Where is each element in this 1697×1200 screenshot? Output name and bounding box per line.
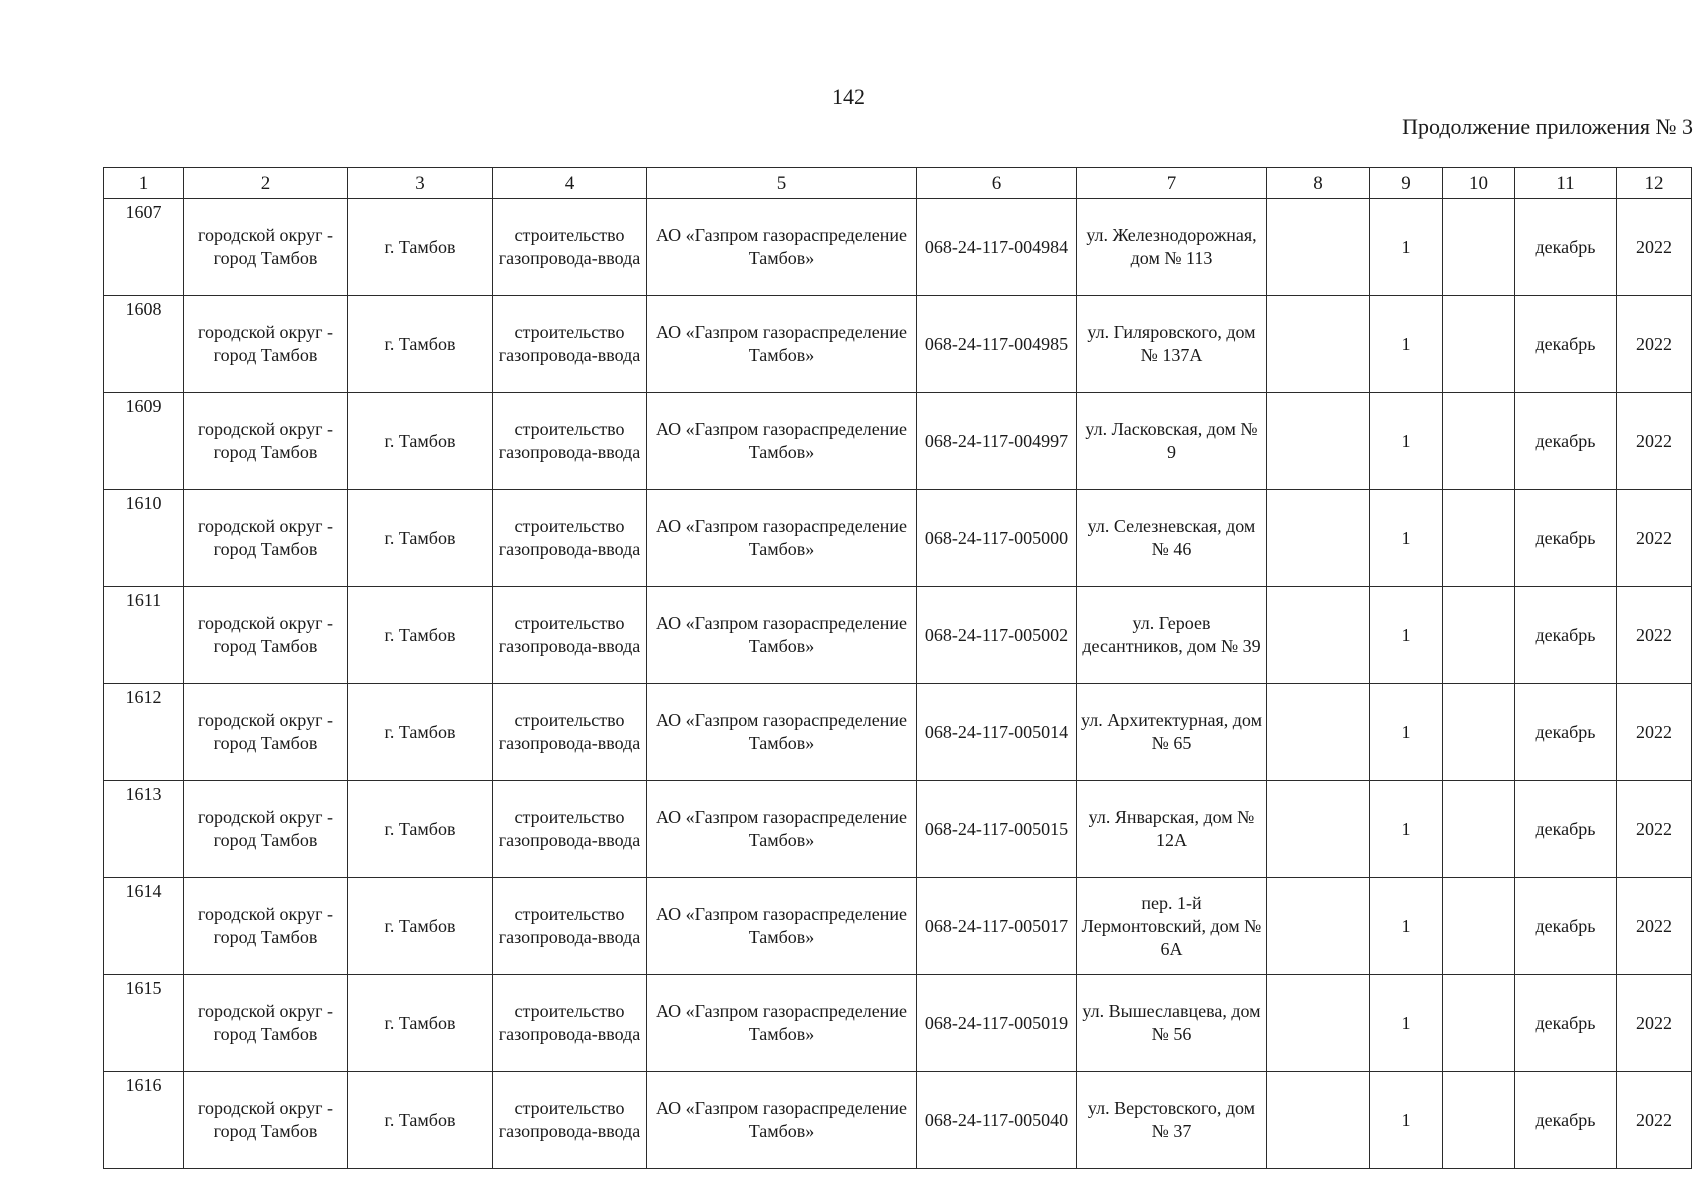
column-10-cell	[1443, 878, 1515, 975]
locality-cell: г. Тамбов	[348, 393, 493, 490]
district-cell: городской округ - город Тамбов	[184, 781, 348, 878]
column-8-cell	[1267, 781, 1370, 878]
quantity-cell: 1	[1370, 587, 1443, 684]
locality-cell: г. Тамбов	[348, 587, 493, 684]
locality-cell: г. Тамбов	[348, 878, 493, 975]
year-cell: 2022	[1617, 490, 1692, 587]
district-cell: городской округ - город Тамбов	[184, 393, 348, 490]
work-type-cell: строительство газопровода-ввода	[493, 490, 647, 587]
column-8-cell	[1267, 684, 1370, 781]
column-8-cell	[1267, 878, 1370, 975]
address-cell: ул. Январская, дом № 12А	[1077, 781, 1267, 878]
month-cell: декабрь	[1515, 587, 1617, 684]
table-row	[104, 296, 1692, 393]
month-cell: декабрь	[1515, 296, 1617, 393]
row-number-cell: 1616	[104, 1072, 184, 1169]
organization-cell: АО «Газпром газораспределение Тамбов»	[647, 975, 917, 1072]
column-8-cell	[1267, 296, 1370, 393]
organization-cell: АО «Газпром газораспределение Тамбов»	[647, 878, 917, 975]
year-cell: 2022	[1617, 587, 1692, 684]
address-cell: ул. Героев десантников, дом № 39	[1077, 587, 1267, 684]
year-cell: 2022	[1617, 975, 1692, 1072]
column-10-cell	[1443, 199, 1515, 296]
month-cell: декабрь	[1515, 684, 1617, 781]
table-row	[104, 587, 1692, 684]
year-cell: 2022	[1617, 199, 1692, 296]
row-number-cell: 1615	[104, 975, 184, 1072]
column-8-cell	[1267, 393, 1370, 490]
locality-cell: г. Тамбов	[348, 781, 493, 878]
row-number-cell: 1613	[104, 781, 184, 878]
object-code-cell: 068-24-117-004997	[917, 393, 1077, 490]
column-header: 9	[1370, 168, 1443, 199]
column-header: 10	[1443, 168, 1515, 199]
column-header: 4	[493, 168, 647, 199]
object-code-cell: 068-24-117-005017	[917, 878, 1077, 975]
district-cell: городской округ - город Тамбов	[184, 1072, 348, 1169]
locality-cell: г. Тамбов	[348, 975, 493, 1072]
locality-cell: г. Тамбов	[348, 1072, 493, 1169]
column-10-cell	[1443, 1072, 1515, 1169]
object-code-cell: 068-24-117-005040	[917, 1072, 1077, 1169]
column-header: 6	[917, 168, 1077, 199]
district-cell: городской округ - город Тамбов	[184, 878, 348, 975]
work-type-cell: строительство газопровода-ввода	[493, 296, 647, 393]
quantity-cell: 1	[1370, 1072, 1443, 1169]
work-type-cell: строительство газопровода-ввода	[493, 1072, 647, 1169]
organization-cell: АО «Газпром газораспределение Тамбов»	[647, 490, 917, 587]
row-number-cell: 1610	[104, 490, 184, 587]
column-8-cell	[1267, 1072, 1370, 1169]
column-header: 12	[1617, 168, 1692, 199]
locality-cell: г. Тамбов	[348, 296, 493, 393]
month-cell: декабрь	[1515, 199, 1617, 296]
year-cell: 2022	[1617, 393, 1692, 490]
locality-cell: г. Тамбов	[348, 684, 493, 781]
page-number: 142	[832, 84, 865, 109]
row-number-cell: 1612	[104, 684, 184, 781]
row-number-cell: 1611	[104, 587, 184, 684]
month-cell: декабрь	[1515, 490, 1617, 587]
district-cell: городской округ - город Тамбов	[184, 587, 348, 684]
row-number-cell: 1614	[104, 878, 184, 975]
organization-cell: АО «Газпром газораспределение Тамбов»	[647, 587, 917, 684]
work-type-cell: строительство газопровода-ввода	[493, 199, 647, 296]
row-number-cell: 1609	[104, 393, 184, 490]
district-cell: городской округ - город Тамбов	[184, 296, 348, 393]
column-10-cell	[1443, 296, 1515, 393]
quantity-cell: 1	[1370, 975, 1443, 1072]
work-type-cell: строительство газопровода-ввода	[493, 393, 647, 490]
district-cell: городской округ - город Тамбов	[184, 199, 348, 296]
quantity-cell: 1	[1370, 199, 1443, 296]
object-code-cell: 068-24-117-005002	[917, 587, 1077, 684]
column-header: 2	[184, 168, 348, 199]
column-10-cell	[1443, 975, 1515, 1072]
object-code-cell: 068-24-117-005014	[917, 684, 1077, 781]
address-cell: ул. Селезневская, дом № 46	[1077, 490, 1267, 587]
quantity-cell: 1	[1370, 781, 1443, 878]
year-cell: 2022	[1617, 878, 1692, 975]
table-row	[104, 393, 1692, 490]
work-type-cell: строительство газопровода-ввода	[493, 878, 647, 975]
year-cell: 2022	[1617, 781, 1692, 878]
column-header: 1	[104, 168, 184, 199]
table-row	[104, 490, 1692, 587]
object-code-cell: 068-24-117-005015	[917, 781, 1077, 878]
district-cell: городской округ - город Тамбов	[184, 975, 348, 1072]
year-cell: 2022	[1617, 684, 1692, 781]
row-number-cell: 1607	[104, 199, 184, 296]
district-cell: городской округ - город Тамбов	[184, 684, 348, 781]
address-cell: ул. Ласковская, дом № 9	[1077, 393, 1267, 490]
table-row	[104, 1072, 1692, 1169]
month-cell: декабрь	[1515, 393, 1617, 490]
column-10-cell	[1443, 781, 1515, 878]
table-row	[104, 878, 1692, 975]
work-type-cell: строительство газопровода-ввода	[493, 684, 647, 781]
column-header: 5	[647, 168, 917, 199]
table-row	[104, 684, 1692, 781]
quantity-cell: 1	[1370, 296, 1443, 393]
register-table	[103, 167, 1692, 1169]
organization-cell: АО «Газпром газораспределение Тамбов»	[647, 296, 917, 393]
column-header: 7	[1077, 168, 1267, 199]
table-row	[104, 975, 1692, 1072]
quantity-cell: 1	[1370, 393, 1443, 490]
column-10-cell	[1443, 393, 1515, 490]
address-cell: ул. Железнодорожная, дом № 113	[1077, 199, 1267, 296]
month-cell: декабрь	[1515, 781, 1617, 878]
year-cell: 2022	[1617, 1072, 1692, 1169]
column-10-cell	[1443, 490, 1515, 587]
work-type-cell: строительство газопровода-ввода	[493, 781, 647, 878]
organization-cell: АО «Газпром газораспределение Тамбов»	[647, 393, 917, 490]
year-cell: 2022	[1617, 296, 1692, 393]
organization-cell: АО «Газпром газораспределение Тамбов»	[647, 199, 917, 296]
work-type-cell: строительство газопровода-ввода	[493, 975, 647, 1072]
month-cell: декабрь	[1515, 878, 1617, 975]
row-number-cell: 1608	[104, 296, 184, 393]
month-cell: декабрь	[1515, 975, 1617, 1072]
organization-cell: АО «Газпром газораспределение Тамбов»	[647, 1072, 917, 1169]
column-10-cell	[1443, 587, 1515, 684]
column-header: 3	[348, 168, 493, 199]
quantity-cell: 1	[1370, 878, 1443, 975]
column-header: 11	[1515, 168, 1617, 199]
continuation-title: Продолжение приложения № 3	[1402, 114, 1693, 139]
address-cell: пер. 1-й Лермонтовский, дом № 6А	[1077, 878, 1267, 975]
address-cell: ул. Верстовского, дом № 37	[1077, 1072, 1267, 1169]
column-8-cell	[1267, 490, 1370, 587]
object-code-cell: 068-24-117-004985	[917, 296, 1077, 393]
locality-cell: г. Тамбов	[348, 199, 493, 296]
address-cell: ул. Гиляровского, дом № 137А	[1077, 296, 1267, 393]
header-row	[104, 168, 1692, 199]
address-cell: ул. Вышеславцева, дом № 56	[1077, 975, 1267, 1072]
work-type-cell: строительство газопровода-ввода	[493, 587, 647, 684]
table-row	[104, 199, 1692, 296]
table-row	[104, 781, 1692, 878]
object-code-cell: 068-24-117-005019	[917, 975, 1077, 1072]
organization-cell: АО «Газпром газораспределение Тамбов»	[647, 684, 917, 781]
quantity-cell: 1	[1370, 490, 1443, 587]
quantity-cell: 1	[1370, 684, 1443, 781]
organization-cell: АО «Газпром газораспределение Тамбов»	[647, 781, 917, 878]
column-8-cell	[1267, 975, 1370, 1072]
district-cell: городской округ - город Тамбов	[184, 490, 348, 587]
column-8-cell	[1267, 199, 1370, 296]
column-header: 8	[1267, 168, 1370, 199]
object-code-cell: 068-24-117-004984	[917, 199, 1077, 296]
locality-cell: г. Тамбов	[348, 490, 493, 587]
address-cell: ул. Архитектурная, дом № 65	[1077, 684, 1267, 781]
month-cell: декабрь	[1515, 1072, 1617, 1169]
column-8-cell	[1267, 587, 1370, 684]
object-code-cell: 068-24-117-005000	[917, 490, 1077, 587]
column-10-cell	[1443, 684, 1515, 781]
